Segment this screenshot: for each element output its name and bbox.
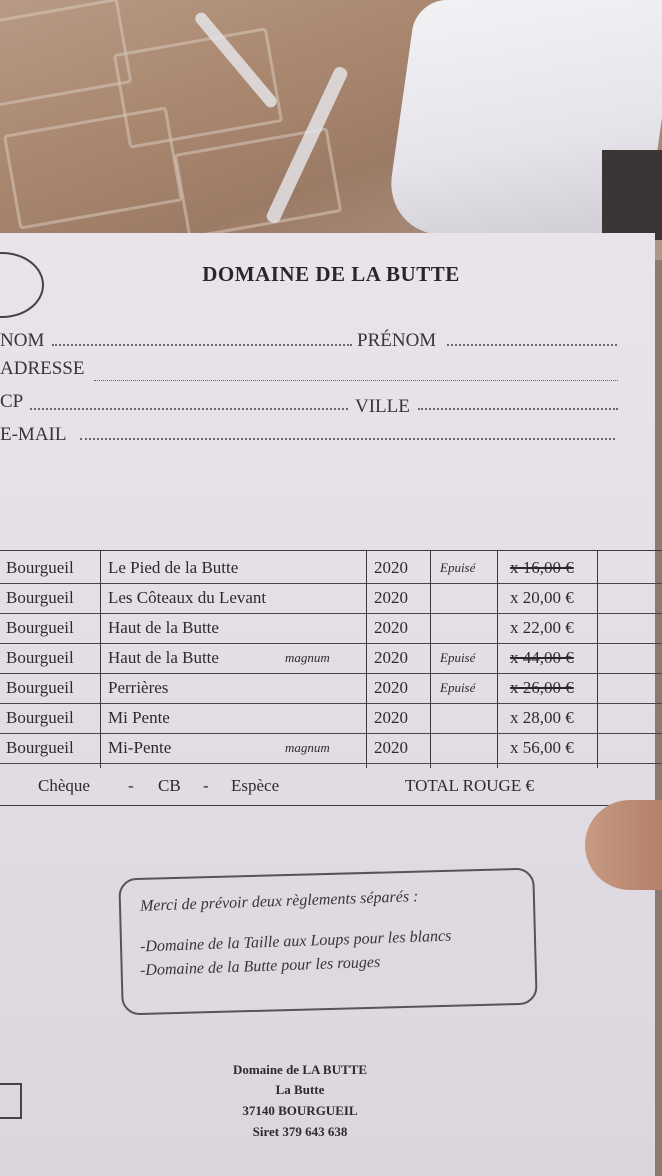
floor-tile <box>0 0 132 108</box>
payment-cb[interactable]: CB <box>158 776 181 795</box>
address-line: La Butte <box>275 1082 325 1097</box>
cp-field[interactable] <box>30 408 348 410</box>
notice-line: Merci de prévoir deux règlements séparés : <box>139 888 419 915</box>
checkbox[interactable] <box>0 1083 22 1119</box>
adresse-field[interactable] <box>94 380 618 381</box>
wine-appellation: Bourgueil <box>6 588 74 607</box>
wine-name: Le Pied de la Butte <box>108 558 239 577</box>
quantity-input[interactable] <box>600 643 660 673</box>
floor-tile <box>3 106 183 229</box>
quantity-input[interactable] <box>600 583 660 613</box>
wine-appellation: Bourgueil <box>6 648 74 667</box>
wine-year: 2020 <box>374 618 408 637</box>
quantity-input[interactable] <box>600 553 660 583</box>
wine-name: Mi-Pente <box>108 738 172 757</box>
quantity-input[interactable] <box>600 733 660 763</box>
address-line: Siret 379 643 638 <box>252 1124 348 1139</box>
wine-name: Haut de la Butte <box>108 648 219 667</box>
column-divider <box>430 550 431 768</box>
ville-label: VILLE <box>355 396 410 417</box>
wine-appellation: Bourgueil <box>6 618 74 637</box>
dark-corner <box>602 150 662 240</box>
wine-price: x 22,00 € <box>510 618 574 637</box>
nom-label: NOM <box>0 330 45 351</box>
cp-label: CP <box>0 391 24 412</box>
quantity-input[interactable] <box>600 673 660 703</box>
quantity-input[interactable] <box>600 613 660 643</box>
prenom-field[interactable] <box>447 344 617 346</box>
wine-name: Perrières <box>108 678 169 697</box>
payment-separator: - <box>128 776 134 795</box>
wine-appellation: Bourgueil <box>6 708 74 727</box>
wine-price: x 26,00 € <box>510 678 574 697</box>
wine-format: magnum <box>285 740 330 755</box>
wine-year: 2020 <box>374 558 408 577</box>
floor-tile <box>174 127 343 239</box>
wine-appellation: Bourgueil <box>6 738 74 757</box>
prenom-label: PRÉNOM <box>357 330 437 351</box>
payment-separator: - <box>203 776 209 795</box>
quantity-input[interactable] <box>600 703 660 733</box>
wine-format: magnum <box>285 650 330 665</box>
wine-status: Epuisé <box>440 560 476 575</box>
wine-appellation: Bourgueil <box>6 678 74 697</box>
form-title: DOMAINE DE LA BUTTE <box>202 262 460 286</box>
column-divider <box>100 550 101 768</box>
adresse-label: ADRESSE <box>0 358 85 379</box>
address-line: 37140 BOURGUEIL <box>242 1103 358 1118</box>
payment-row <box>0 768 662 804</box>
wine-price: x 20,00 € <box>510 588 574 607</box>
notice-line: -Domaine de la Butte pour les rouges <box>139 953 381 980</box>
wine-name: Les Côteaux du Levant <box>108 588 267 607</box>
wine-year: 2020 <box>374 708 408 727</box>
email-field[interactable] <box>80 438 615 440</box>
wine-year: 2020 <box>374 738 408 757</box>
column-divider <box>497 550 498 768</box>
wine-price: x 16,00 € <box>510 558 574 577</box>
wine-name: Haut de la Butte <box>108 618 219 637</box>
wine-status: Epuisé <box>440 680 476 695</box>
wine-price: x 56,00 € <box>510 738 574 757</box>
background-floor <box>0 0 662 260</box>
email-label: E-MAIL <box>0 424 67 445</box>
wine-status: Epuisé <box>440 650 476 665</box>
wine-year: 2020 <box>374 678 408 697</box>
wine-year: 2020 <box>374 648 408 667</box>
payment-cheque[interactable]: Chèque <box>38 776 90 795</box>
address-line: Domaine de LA BUTTE <box>233 1062 367 1077</box>
wine-price: x 44,00 € <box>510 648 574 667</box>
wine-name: Mi Pente <box>108 708 170 727</box>
payment-espece[interactable]: Espèce <box>231 776 280 795</box>
ville-field[interactable] <box>418 408 618 410</box>
column-divider <box>597 550 598 768</box>
column-divider <box>366 550 367 768</box>
wine-appellation: Bourgueil <box>6 558 74 577</box>
wine-year: 2020 <box>374 588 408 607</box>
notice-line: -Domaine de la Taille aux Loups pour les blancs <box>139 927 452 956</box>
total-rouge-label: TOTAL ROUGE € <box>405 776 534 795</box>
nom-field[interactable] <box>52 344 352 346</box>
wine-price: x 28,00 € <box>510 708 574 727</box>
